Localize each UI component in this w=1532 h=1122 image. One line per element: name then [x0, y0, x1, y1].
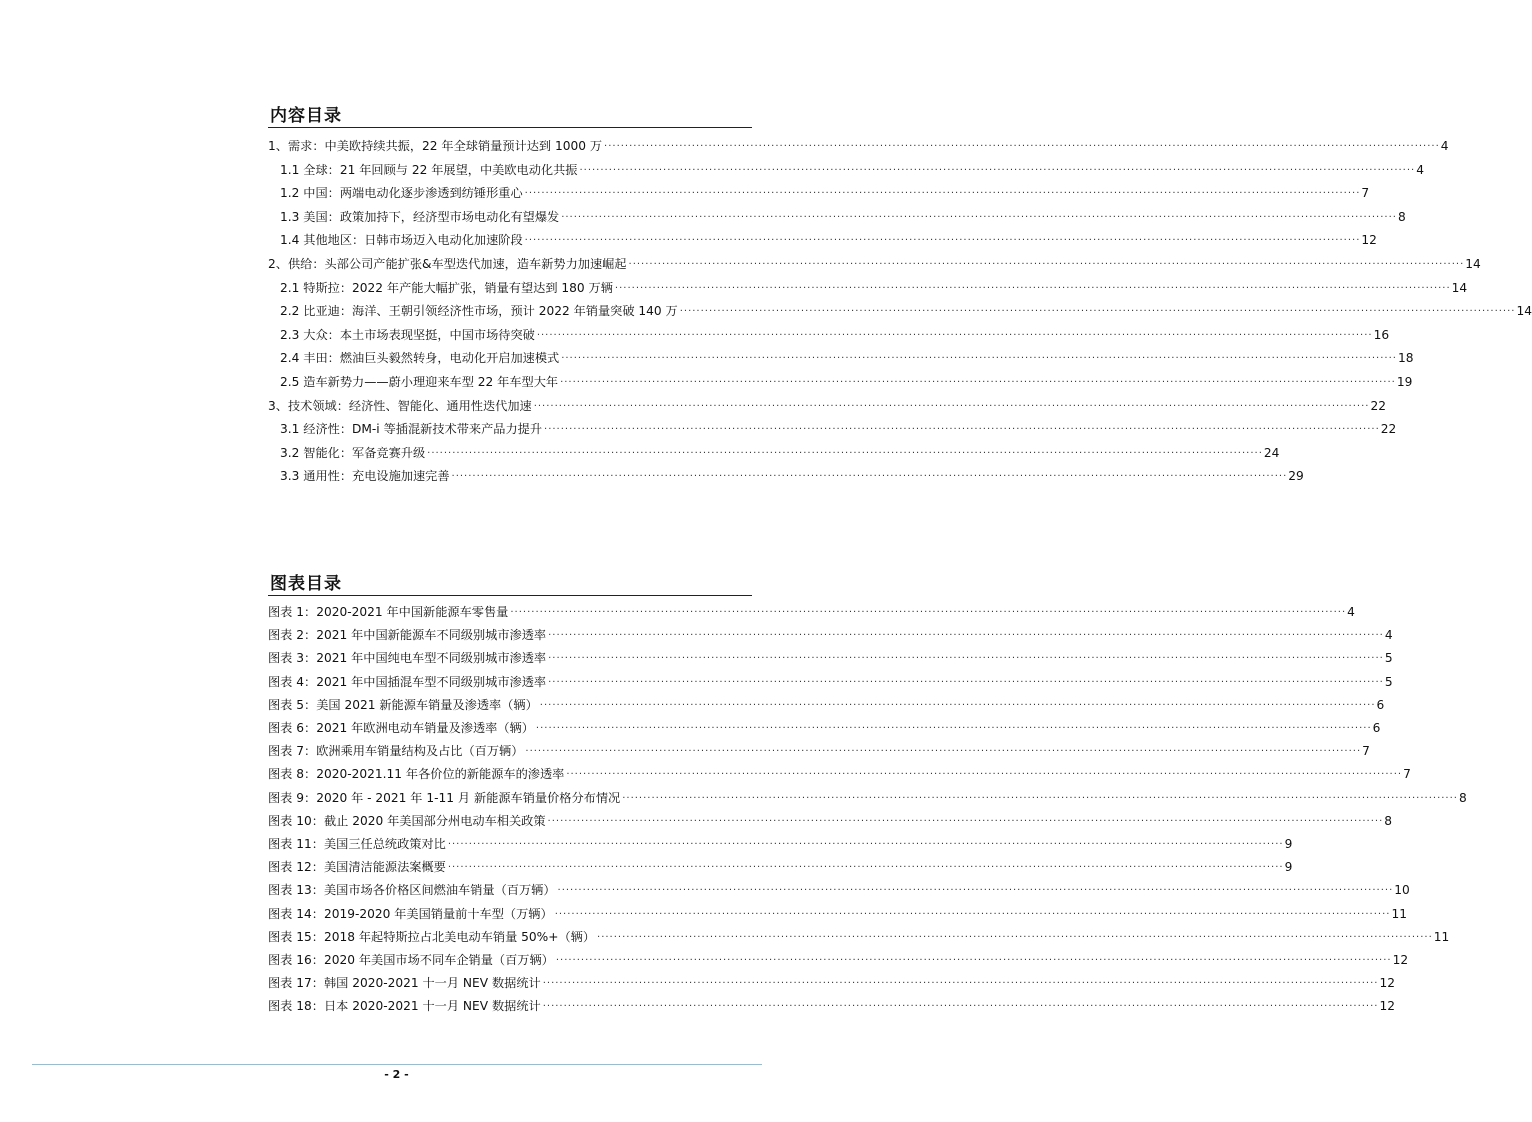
- contents-entry[interactable]: [268, 132, 1449, 154]
- figures-entry-label: 图表 5：美国 2021 新能源车销量及渗透率（辆）: [268, 697, 538, 712]
- figures-entry[interactable]: [268, 969, 1395, 991]
- contents-entry-leader: ........................................................................................................................................................................................................: [533, 397, 1370, 409]
- contents-entry[interactable]: [280, 226, 1377, 248]
- figures-title: 图表目录: [270, 574, 342, 594]
- contents-entry[interactable]: [280, 203, 1406, 225]
- contents-entry-label: 2.3 大众：本土市场表现坚挺，中国市场待突破: [280, 327, 535, 342]
- figures-entry[interactable]: [268, 784, 1467, 806]
- figures-entry-page: 8: [1458, 790, 1467, 805]
- figures-entry-page: 7: [1362, 744, 1370, 759]
- figures-entry[interactable]: [268, 760, 1411, 782]
- figures-entry-leader: ........................................................................................................................................................................................................: [548, 650, 1384, 662]
- contents-title-rule: [268, 127, 752, 128]
- contents-entry-label: 3.3 通用性：充电设施加速完善: [280, 469, 450, 484]
- contents-entry-page: 7: [1361, 186, 1370, 201]
- contents-entry-label: 2.1 特斯拉：2022 年产能大幅扩张，销量有望达到 180 万辆: [280, 280, 613, 295]
- figures-entry-page: 12: [1392, 953, 1409, 967]
- figures-entry-leader: ........................................................................................................................................................................................................: [547, 812, 1384, 824]
- figures-entry-leader: ........................................................................................................................................................................................................: [554, 905, 1391, 917]
- contents-entry-label: 1.3 美国：政策加持下，经济型市场电动化有望爆发: [280, 209, 560, 224]
- figures-entry-label: 图表 17：韩国 2020-2021 十一月 NEV 数据统计: [268, 976, 541, 991]
- contents-entry-page: 19: [1396, 375, 1413, 389]
- figures-entry-leader: ........................................................................................................................................................................................................: [525, 743, 1362, 755]
- figures-entry-leader: ........................................................................................................................................................................................................: [548, 673, 1384, 685]
- contents-entry-page: 14: [1451, 280, 1468, 295]
- figures-entry[interactable]: [268, 598, 1355, 620]
- footer-rule: [32, 1064, 762, 1065]
- contents-entry-label: 1.2 中国：两端电动化逐步渗透到纺锤形重心: [280, 186, 523, 201]
- figures-entry[interactable]: [268, 946, 1409, 968]
- contents-entry[interactable]: [280, 462, 1304, 484]
- figures-entry-page: 7: [1403, 767, 1411, 782]
- figures-entry[interactable]: [268, 876, 1410, 898]
- figures-entry-label: 图表 2：2021 年中国新能源车不同级别城市渗透率: [268, 628, 547, 643]
- footer-page-number: - 2 -: [384, 1068, 409, 1081]
- contents-entry[interactable]: [280, 156, 1424, 178]
- contents-entry-label: 3.2 智能化：军备竞赛升级: [280, 445, 426, 460]
- figures-entry-label: 图表 11：美国三任总统政策对比: [268, 837, 446, 851]
- contents-entry-leader: ........................................................................................................................................................................................................: [628, 256, 1465, 267]
- figures-entry-page: 4: [1347, 605, 1355, 619]
- contents-entry-leader: ........................................................................................................................................................................................................: [579, 161, 1416, 173]
- figures-entry-leader: ........................................................................................................................................................................................................: [542, 975, 1379, 987]
- contents-entry-leader: ........................................................................................................................................................................................................: [536, 326, 1373, 338]
- contents-entry-leader: ........................................................................................................................................................................................................: [560, 374, 1396, 385]
- figures-entry-page: 11: [1433, 929, 1450, 944]
- contents-entry-label: 1.4 其他地区：日韩市场迈入电动化加速阶段: [280, 233, 523, 248]
- figures-entry-leader: ........................................................................................................................................................................................................: [535, 720, 1372, 731]
- contents-entry-label: 1.1 全球：21 年回顾与 22 年展望，中美欧电动化共振: [280, 162, 578, 177]
- figures-entry-page: 12: [1379, 976, 1395, 991]
- contents-entry-page: 14: [1465, 257, 1481, 271]
- figures-entry-page: 9: [1284, 837, 1293, 851]
- figures-entry-page: 8: [1384, 813, 1393, 828]
- contents-entry-leader: ........................................................................................................................................................................................................: [524, 185, 1361, 197]
- figures-entry[interactable]: [268, 923, 1450, 945]
- contents-entry-leader: ........................................................................................................................................................................................................: [524, 232, 1361, 244]
- contents-entry-page: 18: [1397, 351, 1414, 366]
- figures-entry-page: 11: [1391, 906, 1407, 921]
- contents-entry-label: 1、需求：中美欧持续共振，22 年全球销量预计达到 1000 万: [268, 139, 603, 153]
- contents-entry-page: 14: [1516, 304, 1532, 319]
- contents-entry-label: 3、技术领域：经济性、智能化、通用性迭代加速: [268, 398, 532, 413]
- contents-entry[interactable]: [268, 250, 1481, 272]
- contents-entry-leader: ........................................................................................................................................................................................................: [544, 421, 1380, 433]
- figures-entry-page: 6: [1372, 721, 1381, 735]
- contents-entry-page: 16: [1373, 327, 1390, 342]
- figures-entry[interactable]: [268, 900, 1407, 922]
- figures-entry-leader: ........................................................................................................................................................................................................: [510, 604, 1347, 615]
- figures-entry-label: 图表 4：2021 年中国插混车型不同级别城市渗透率: [268, 674, 547, 689]
- contents-entry[interactable]: [280, 321, 1390, 343]
- figures-entry-label: 图表 9：2020 年 - 2021 年 1-11 月 新能源车销量价格分布情况: [268, 790, 621, 805]
- figures-entry-label: 图表 8：2020-2021.11 年各价位的新能源车的渗透率: [268, 767, 565, 782]
- figures-entry[interactable]: [268, 691, 1385, 713]
- figures-entry-label: 图表 13：美国市场各价格区间燃油车销量（百万辆）: [268, 883, 556, 898]
- contents-entry-page: 22: [1370, 398, 1386, 413]
- figures-entry-label: 图表 10：截止 2020 年美国部分州电动车相关政策: [268, 813, 546, 828]
- figures-entry[interactable]: [268, 737, 1370, 759]
- contents-entry-leader: ........................................................................................................................................................................................................: [451, 468, 1288, 480]
- figures-entry[interactable]: [268, 992, 1395, 1014]
- figures-entry-label: 图表 16：2020 年美国市场不同车企销量（百万辆）: [268, 953, 554, 967]
- contents-entry-label: 2.2 比亚迪：海洋、王朝引领经济性市场，预计 2022 年销量突破 140 万: [280, 304, 678, 319]
- contents-title: 内容目录: [270, 106, 342, 126]
- contents-entry-page: 4: [1416, 162, 1424, 177]
- contents-entry-leader: ........................................................................................................................................................................................................: [561, 350, 1397, 362]
- contents-entry-page: 24: [1263, 445, 1280, 460]
- figures-entry-leader: ........................................................................................................................................................................................................: [557, 882, 1394, 894]
- contents-entry-leader: ........................................................................................................................................................................................................: [427, 444, 1263, 456]
- contents-entry[interactable]: [280, 415, 1397, 437]
- figures-entry-leader: ........................................................................................................................................................................................................: [539, 696, 1376, 708]
- contents-entry[interactable]: [280, 274, 1468, 296]
- figures-entry-page: 12: [1379, 999, 1395, 1014]
- figures-entry-leader: ........................................................................................................................................................................................................: [542, 998, 1379, 1010]
- figures-entry-leader: ........................................................................................................................................................................................................: [622, 789, 1458, 801]
- figures-title-rule: [268, 595, 752, 596]
- figures-entry-label: 图表 12：美国清洁能源法案概要: [268, 860, 446, 875]
- contents-entry-page: 22: [1380, 422, 1397, 437]
- figures-entry-page: 5: [1384, 651, 1393, 666]
- figures-entry-label: 图表 18：日本 2020-2021 十一月 NEV 数据统计: [268, 999, 541, 1014]
- figures-entry-leader: ........................................................................................................................................................................................................: [447, 836, 1284, 847]
- contents-entry[interactable]: [280, 297, 1532, 319]
- contents-entry-leader: ........................................................................................................................................................................................................: [561, 208, 1397, 220]
- contents-entry[interactable]: [268, 392, 1386, 414]
- contents-entry-leader: ........................................................................................................................................................................................................: [604, 138, 1440, 149]
- contents-entry[interactable]: [280, 179, 1370, 201]
- figures-entry-label: 图表 3：2021 年中国纯电车型不同级别城市渗透率: [268, 651, 547, 666]
- figures-entry-label: 图表 15：2018 年起特斯拉占北美电动车销量 50%+（辆）: [268, 929, 596, 944]
- figures-entry-page: 6: [1376, 697, 1385, 712]
- contents-entry[interactable]: [280, 368, 1413, 390]
- figures-entry[interactable]: [268, 644, 1393, 666]
- contents-entry-page: 29: [1288, 469, 1304, 484]
- figures-entry-leader: ........................................................................................................................................................................................................: [597, 928, 1433, 940]
- contents-entry-page: 4: [1440, 139, 1449, 153]
- figures-entry-leader: ........................................................................................................................................................................................................: [566, 766, 1403, 778]
- figures-entry-label: 图表 6：2021 年欧洲电动车销量及渗透率（辆）: [268, 721, 534, 735]
- contents-entry-label: 2.4 丰田：燃油巨头毅然转身，电动化开启加速模式: [280, 351, 560, 366]
- figures-entry-leader: ........................................................................................................................................................................................................: [447, 859, 1284, 871]
- figures-entry-page: 9: [1284, 860, 1293, 875]
- contents-entry-label: 2.5 造车新势力——蔚小理迎来车型 22 年车型大年: [280, 375, 559, 389]
- contents-entry-label: 2、供给：头部公司产能扩张&车型迭代加速，造车新势力加速崛起: [268, 257, 627, 271]
- contents-entry-leader: ........................................................................................................................................................................................................: [614, 279, 1451, 291]
- figures-entry-label: 图表 7：欧洲乘用车销量结构及占比（百万辆）: [268, 744, 524, 759]
- contents-entry-label: 3.1 经济性：DM-i 等插混新技术带来产品力提升: [280, 422, 543, 437]
- figures-entry-leader: ........................................................................................................................................................................................................: [555, 952, 1392, 963]
- contents-entry-page: 12: [1361, 233, 1377, 248]
- contents-entry-page: 8: [1397, 209, 1406, 224]
- figures-entry-label: 图表 14：2019-2020 年美国销量前十车型（万辆）: [268, 906, 553, 921]
- figures-entry[interactable]: [268, 853, 1293, 875]
- figures-entry-page: 10: [1394, 883, 1410, 898]
- contents-entry-leader: ........................................................................................................................................................................................................: [679, 303, 1516, 315]
- figures-entry-page: 4: [1384, 628, 1393, 643]
- figures-entry[interactable]: [268, 621, 1393, 643]
- figures-entry[interactable]: [268, 668, 1393, 690]
- figures-entry[interactable]: [268, 714, 1381, 736]
- figures-entry-leader: ........................................................................................................................................................................................................: [548, 627, 1384, 639]
- figures-entry-page: 5: [1384, 674, 1393, 689]
- figures-entry[interactable]: [268, 807, 1393, 829]
- contents-entry[interactable]: [280, 344, 1414, 366]
- contents-entry[interactable]: [280, 439, 1280, 461]
- figures-entry-label: 图表 1：2020-2021 年中国新能源车零售量: [268, 605, 509, 619]
- figures-entry[interactable]: [268, 830, 1293, 852]
